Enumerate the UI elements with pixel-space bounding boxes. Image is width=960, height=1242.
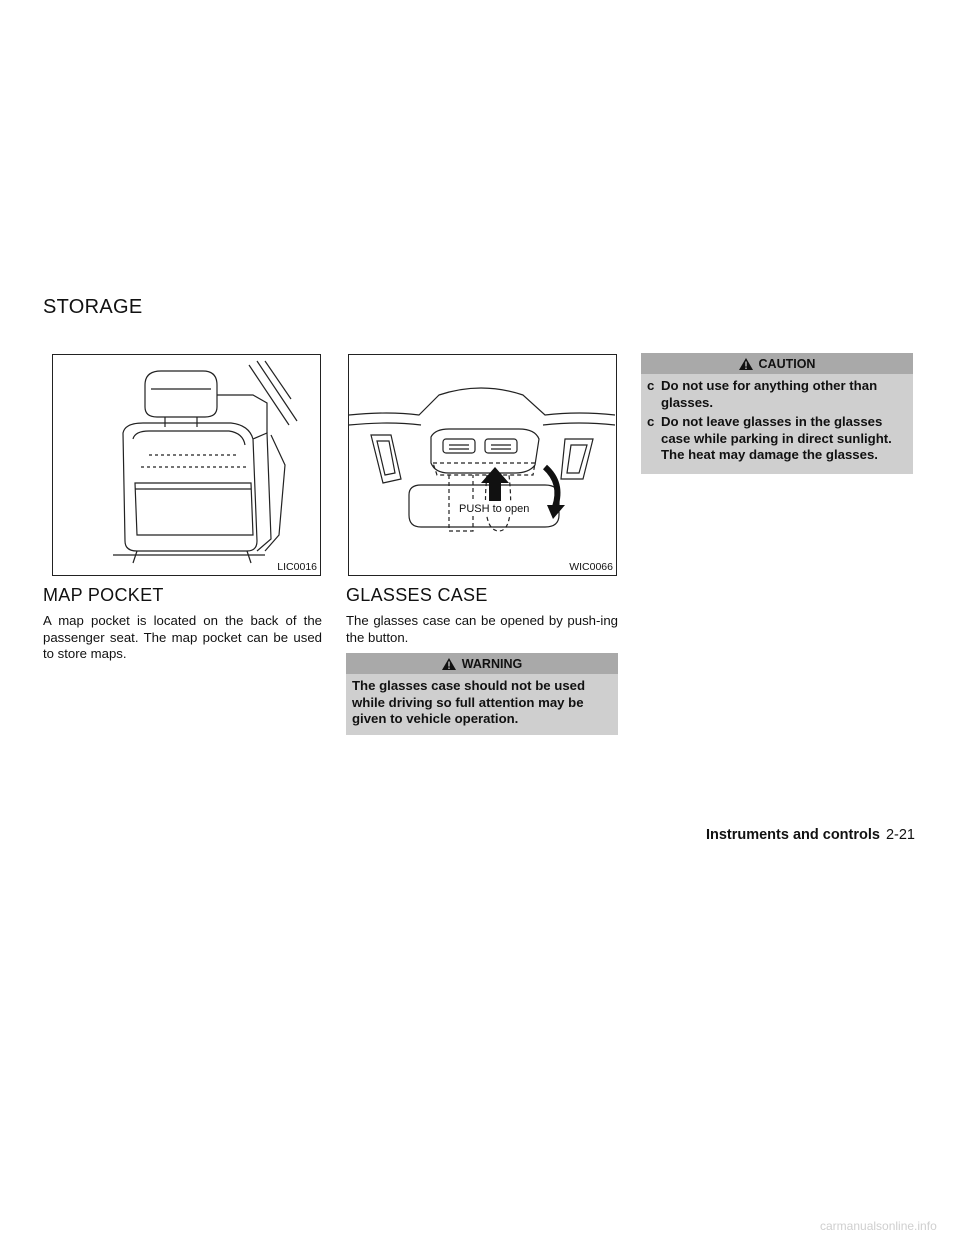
section-title: STORAGE xyxy=(43,296,143,318)
figure-code: WIC0066 xyxy=(569,561,613,573)
glasses-case-heading: GLASSES CASE xyxy=(346,585,488,605)
caution-list xyxy=(641,374,913,474)
caution-icon xyxy=(739,358,753,370)
figure-map-pocket xyxy=(52,354,321,576)
watermark: carmanualsonline.info xyxy=(820,1219,937,1233)
caution-item xyxy=(647,378,907,411)
map-pocket-text: A map pocket is located on the back of the passenger seat. The map pocket can be used to store maps. xyxy=(43,613,322,661)
figure-code: LIC0016 xyxy=(277,561,317,573)
warning-text: The glasses case should not be used while driving so full attention may be given to vehicle operation. xyxy=(352,678,586,726)
caution-box xyxy=(641,353,913,474)
caution-item xyxy=(647,414,907,464)
glasses-case-text: The glasses case can be opened by push-ing the button. xyxy=(346,613,618,645)
figure-glasses-case xyxy=(348,354,617,576)
warning-icon xyxy=(442,658,456,670)
map-pocket-heading: MAP POCKET xyxy=(43,585,164,605)
bullet-icon: c xyxy=(647,378,655,393)
page-footer xyxy=(706,827,915,843)
warning-title: WARNING xyxy=(461,656,523,671)
chapter-label: Instruments and controls xyxy=(705,827,880,843)
caution-title: CAUTION xyxy=(758,356,816,371)
console-illustration xyxy=(349,355,615,574)
caution-item-text: Do not leave glasses in the glasses case while parking in direct sunlight. The heat may damage the glasses. xyxy=(661,414,892,462)
bullet-icon: c xyxy=(647,414,655,429)
warning-box xyxy=(346,653,618,735)
caution-header xyxy=(641,353,913,374)
warning-header xyxy=(346,653,618,674)
caution-item-text: Do not use for anything other than glasses. xyxy=(661,378,878,410)
push-to-open-callout: PUSH to open xyxy=(459,503,530,515)
seat-illustration xyxy=(53,355,319,574)
page-number: 2-21 xyxy=(885,827,915,843)
